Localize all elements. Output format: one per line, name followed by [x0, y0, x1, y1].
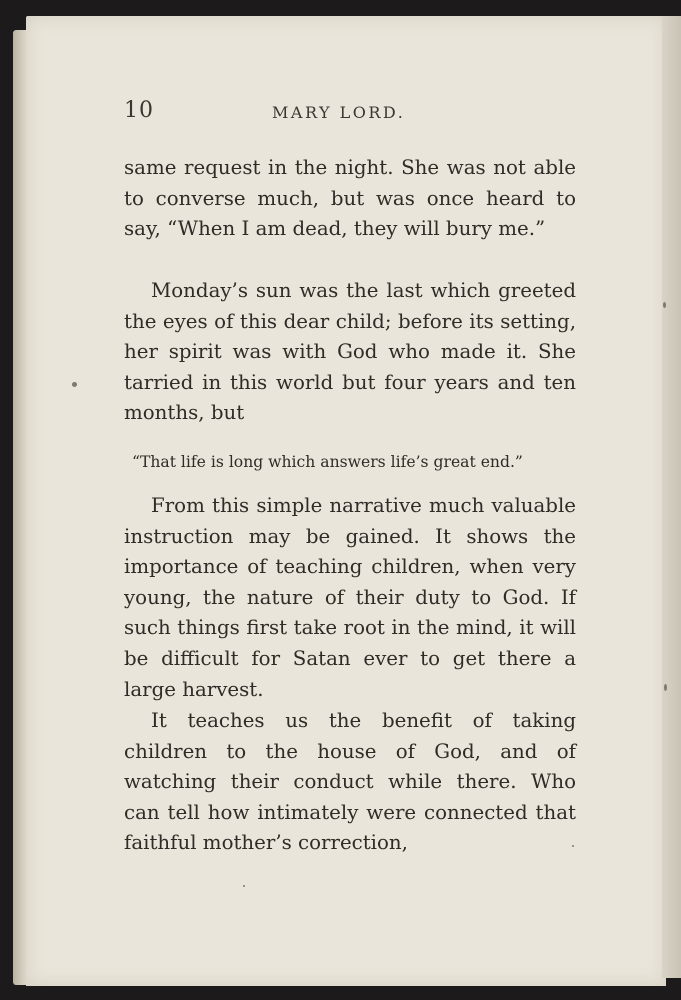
paragraph: same request in the night. She was not able to converse much, but was once heard to say, “When I am dead, they will bury me.”	[124, 156, 576, 241]
page-header	[124, 98, 580, 128]
paragraph: It teaches us the benefit of taking children to the house of God, and of watching their conduct while there. Who can tell how intimately were connected that faithful mother’s correction,	[124, 709, 576, 855]
paragraph: Monday’s sun was the last which greeted the eyes of this dear child; before its setting, her spirit was with God who made it. She tarried in this world but four years and ten months, but	[124, 279, 576, 425]
block-quote: “That life is long which answers life’s great end.”	[132, 453, 523, 471]
paragraph: From this simple narrative much valuable instruction may be gained. It shows the importance of teaching children, when very young, the nature of their duty to God. If such things first take root in the mind, it will be difficult for Satan ever to get there a large harvest.	[124, 494, 576, 701]
running-head: MARY LORD.	[272, 103, 406, 122]
facing-page-edge	[662, 16, 681, 978]
page-number: 10	[124, 98, 154, 123]
